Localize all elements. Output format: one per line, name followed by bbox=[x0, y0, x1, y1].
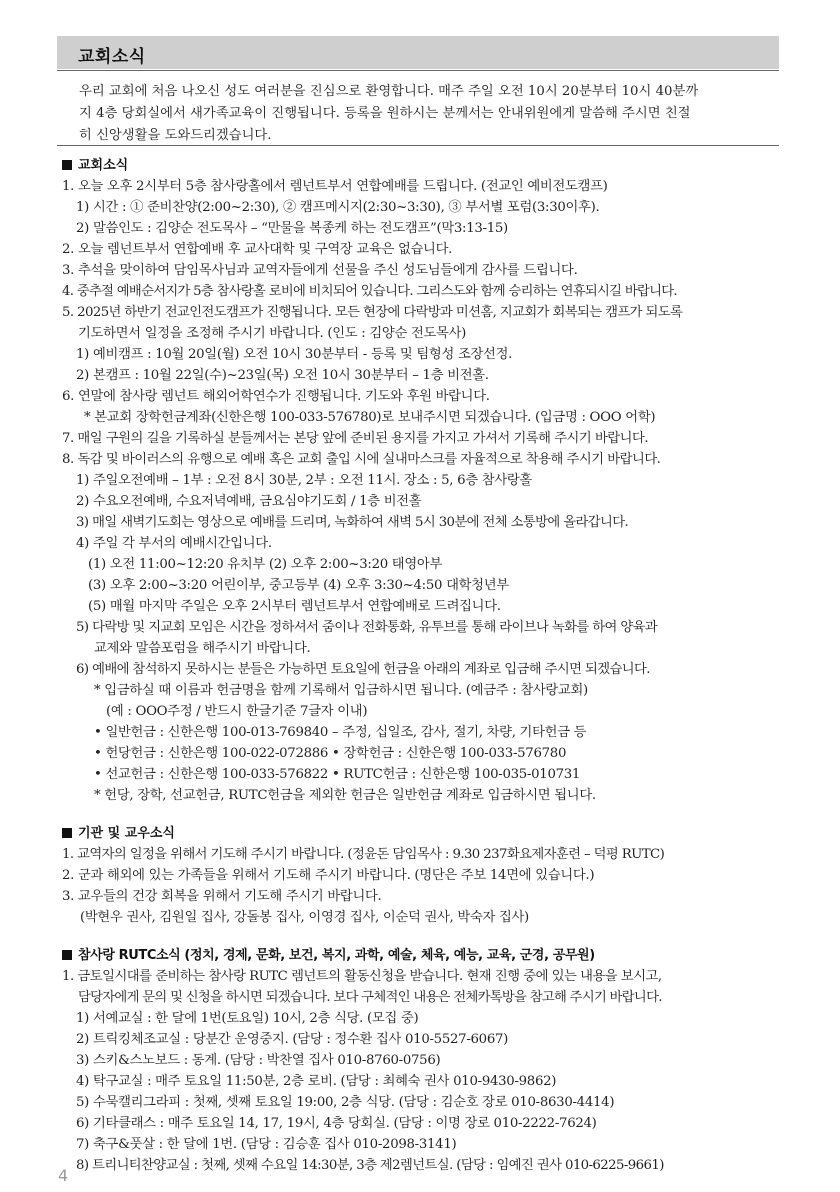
list-item: 6) 예배에 참석하지 못하시는 분들은 가능하면 토요일에 헌금을 아래의 계좌로 입금해 주시면 되겠습니다. bbox=[76, 662, 650, 677]
list-item: 2) 트릭킹체조교실 : 당분간 운영중지. (담당 : 정수환 집사 010-5527-6067) bbox=[76, 1032, 509, 1047]
square-bullet-icon bbox=[62, 160, 72, 170]
list-item: 4) 주일 각 부서의 예배시간입니다. bbox=[76, 536, 272, 551]
list-item: (예 : OOO주정 / 반드시 한글기준 7글자 이내) bbox=[106, 704, 368, 719]
list-item: 2) 본캠프 : 10월 22일(수)~23일(목) 오전 10시 30분부터 – 1층 비전홀. bbox=[76, 368, 489, 383]
list-item: 3. 추석을 맞이하여 담임목사님과 교역자들에게 선물을 주신 성도님들에게 감사를 드립니다. bbox=[62, 263, 578, 278]
page-title: 교회소식 bbox=[78, 47, 146, 67]
list-item: 4. 중추절 예배순서지가 5층 참사랑홀 로비에 비치되어 있습니다. 그리스도와 함께 승리하는 연휴되시길 바랍니다. bbox=[62, 284, 677, 299]
list-item: 3. 교우들의 건강 회복을 위해서 기도해 주시기 바랍니다. bbox=[62, 889, 382, 904]
list-item: 4) 탁구교실 : 매주 토요일 11:50분, 2층 로비. (담당 : 최혜숙 권사 010-9430-9862) bbox=[76, 1074, 557, 1089]
list-item: 담당자에게 문의 및 신청을 하시면 되겠습니다. 보다 구체적인 내용은 전체카톡방을 참고해 주시기 바랍니다. bbox=[78, 990, 662, 1005]
list-item: 2) 말씀인도 : 김양순 전도목사 – “만물을 복종케 하는 전도캠프”(막3:13-15) bbox=[76, 221, 508, 236]
section-heading-rutc-news: 참사랑 RUTC소식 (정치, 경제, 문화, 보건, 복지, 과학, 예술, 체육, 예능, 교육, 군경, 공무원) bbox=[62, 944, 595, 963]
list-item: 1) 주일오전예배 – 1부 : 오전 8시 30분, 2부 : 오전 11시. 장소 : 5, 6층 참사랑홀 bbox=[76, 473, 532, 488]
list-item: 3) 매일 새벽기도회는 영상으로 예배를 드리며, 녹화하여 새벽 5시 30분에 전체 소통방에 올라갑니다. bbox=[76, 515, 629, 530]
welcome-text: 우리 교회에 처음 나오신 성도 여러분을 진심으로 환영합니다. 매주 주일 오전 10시 20분부터 10시 40분까 bbox=[79, 84, 699, 99]
welcome-text: 히 신앙생활을 도와드리겠습니다. bbox=[79, 128, 272, 143]
list-item: 기도하면서 일정을 조정해 주시기 바랍니다. (인도 : 김양순 전도목사) bbox=[78, 326, 467, 341]
square-bullet-icon bbox=[62, 950, 72, 960]
list-item: 6) 기타클래스 : 매주 토요일 14, 17, 19시, 4층 당회실. (담당 : 이명 장로 010-2222-7624) bbox=[76, 1116, 597, 1131]
list-item: • 일반헌금 : 신한은행 100-013-769840 – 주정, 십일조, 감사, 절기, 차량, 기타헌금 등 bbox=[94, 725, 587, 740]
list-item: • 선교헌금 : 신한은행 100-033-576822 • RUTC헌금 : 신한은행 100-035-010731 bbox=[94, 767, 581, 782]
list-item: 3) 스키&스노보드 : 동계. (담당 : 박찬열 집사 010-8760-0756) bbox=[76, 1053, 441, 1068]
list-item: 2. 오늘 렘넌트부서 연합예배 후 교사대학 및 구역장 교육은 없습니다. bbox=[62, 242, 453, 257]
list-item: 7) 축구&풋살 : 한 달에 1번. (담당 : 김승훈 집사 010-2098-3141) bbox=[76, 1137, 457, 1152]
list-item: 8. 독감 및 바이러스의 유행으로 예배 혹은 교회 출입 시에 실내마스크를 자율적으로 착용해 주시기 바랍니다. bbox=[62, 452, 661, 467]
list-item: 5) 다락방 및 지교회 모임은 시간을 정하셔서 줌이나 전화통화, 유투브를 통해 라이브나 녹화를 하여 양육과 bbox=[76, 620, 658, 635]
section-heading-members-news: 기관 및 교우소식 bbox=[62, 822, 175, 841]
list-item: (3) 오후 2:00~3:20 어린이부, 중고등부 (4) 오후 3:30~4:50 대학청년부 bbox=[88, 578, 509, 593]
square-bullet-icon bbox=[62, 828, 72, 838]
page-number: 4 bbox=[58, 1166, 69, 1185]
list-item: 8) 트리니티찬양교실 : 첫째, 셋째 수요일 14:30분, 3층 제2렘넌트실. (담당 : 임예진 권사 010-6225-9661) bbox=[76, 1158, 664, 1173]
header-bar bbox=[57, 36, 779, 69]
list-item: 5) 수묵캘리그라피 : 첫째, 셋째 토요일 19:00, 2층 식당. (담당 : 김순호 장로 010-8630-4414) bbox=[76, 1095, 615, 1110]
list-item: * 입금하실 때 이름과 헌금명을 함께 기록해서 입금하시면 됩니다. (예금주 : 참사랑교회) bbox=[94, 683, 588, 698]
welcome-box bbox=[57, 70, 779, 146]
list-item: 1) 시간 : ① 준비찬양(2:00~2:30), ② 캠프메시지(2:30~3:30), ③ 부서별 포럼(3:30이후). bbox=[76, 200, 600, 215]
list-item: 1. 교역자의 일정을 위해서 기도해 주시기 바랍니다. (정윤돈 담임목사 : 9.30 237화요제자훈련 – 덕평 RUTC) bbox=[62, 847, 665, 862]
list-item: (1) 오전 11:00~12:20 유치부 (2) 오후 2:00~3:20 태영아부 bbox=[88, 557, 442, 572]
list-item: 1) 서예교실 : 한 달에 1번(토요일) 10시, 2층 식당. (모집 중) bbox=[76, 1011, 419, 1026]
list-item: 교제와 말씀포럼을 해주시기 바랍니다. bbox=[94, 641, 311, 656]
list-item: 1) 예비캠프 : 10월 20일(월) 오전 10시 30분부터 - 등록 및 팀형성 조장선정. bbox=[76, 347, 513, 362]
list-item: 6. 연말에 참사랑 렘넌트 해외어학연수가 진행됩니다. 기도와 후원 바랍니다. bbox=[62, 389, 490, 404]
list-item: (5) 매월 마지막 주일은 오후 2시부터 렘넌트부서 연합예배로 드려집니다. bbox=[88, 599, 501, 614]
list-item: (박현우 권사, 김원일 집사, 강돌봉 집사, 이영경 집사, 이순덕 권사, 박숙자 집사) bbox=[80, 910, 529, 925]
list-item: 1. 금토일시대를 준비하는 참사랑 RUTC 렘넌트의 활동신청을 받습니다. 현재 진행 중에 있는 내용을 보시고, bbox=[62, 969, 662, 984]
welcome-text: 지 4층 당회실에서 새가족교육이 진행됩니다. 등록을 원하시는 분께서는 안내위원에게 말씀해 주시면 친절 bbox=[79, 106, 691, 121]
list-item: 2) 수요오전예배, 수요저녁예배, 금요심야기도회 / 1층 비전홀 bbox=[76, 494, 422, 509]
list-item: 7. 매일 구원의 길을 기록하실 분들께서는 본당 앞에 준비된 용지를 가지고 가셔서 기록해 주시기 바랍니다. bbox=[62, 431, 649, 446]
list-item: * 헌당, 장학, 선교헌금, RUTC헌금을 제외한 헌금은 일반헌금 계좌로 입금하시면 됩니다. bbox=[94, 788, 596, 803]
list-item: 1. 오늘 오후 2시부터 5층 참사랑홀에서 렘넌트부서 연합예배를 드립니다. (전교인 예비전도캠프) bbox=[62, 179, 608, 194]
list-item: * 본교회 장학헌금계좌(신한은행 100-033-576780)로 보내주시면 되겠습니다. (입금명 : OOO 어학) bbox=[84, 410, 656, 425]
list-item: 5. 2025년 하반기 전교인전도캠프가 진행됩니다. 모든 현장에 다락방과 미션홈, 지교회가 회복되는 캠프가 되도록 bbox=[62, 305, 683, 320]
list-item: • 헌당헌금 : 신한은행 100-022-072886 • 장학헌금 : 신한은행 100-033-576780 bbox=[94, 746, 567, 761]
section-heading-church-news: 교회소식 bbox=[62, 154, 128, 173]
list-item: 2. 군과 해외에 있는 가족들을 위해서 기도해 주시기 바랍니다. (명단은 주보 14면에 있습니다.) bbox=[62, 868, 595, 883]
